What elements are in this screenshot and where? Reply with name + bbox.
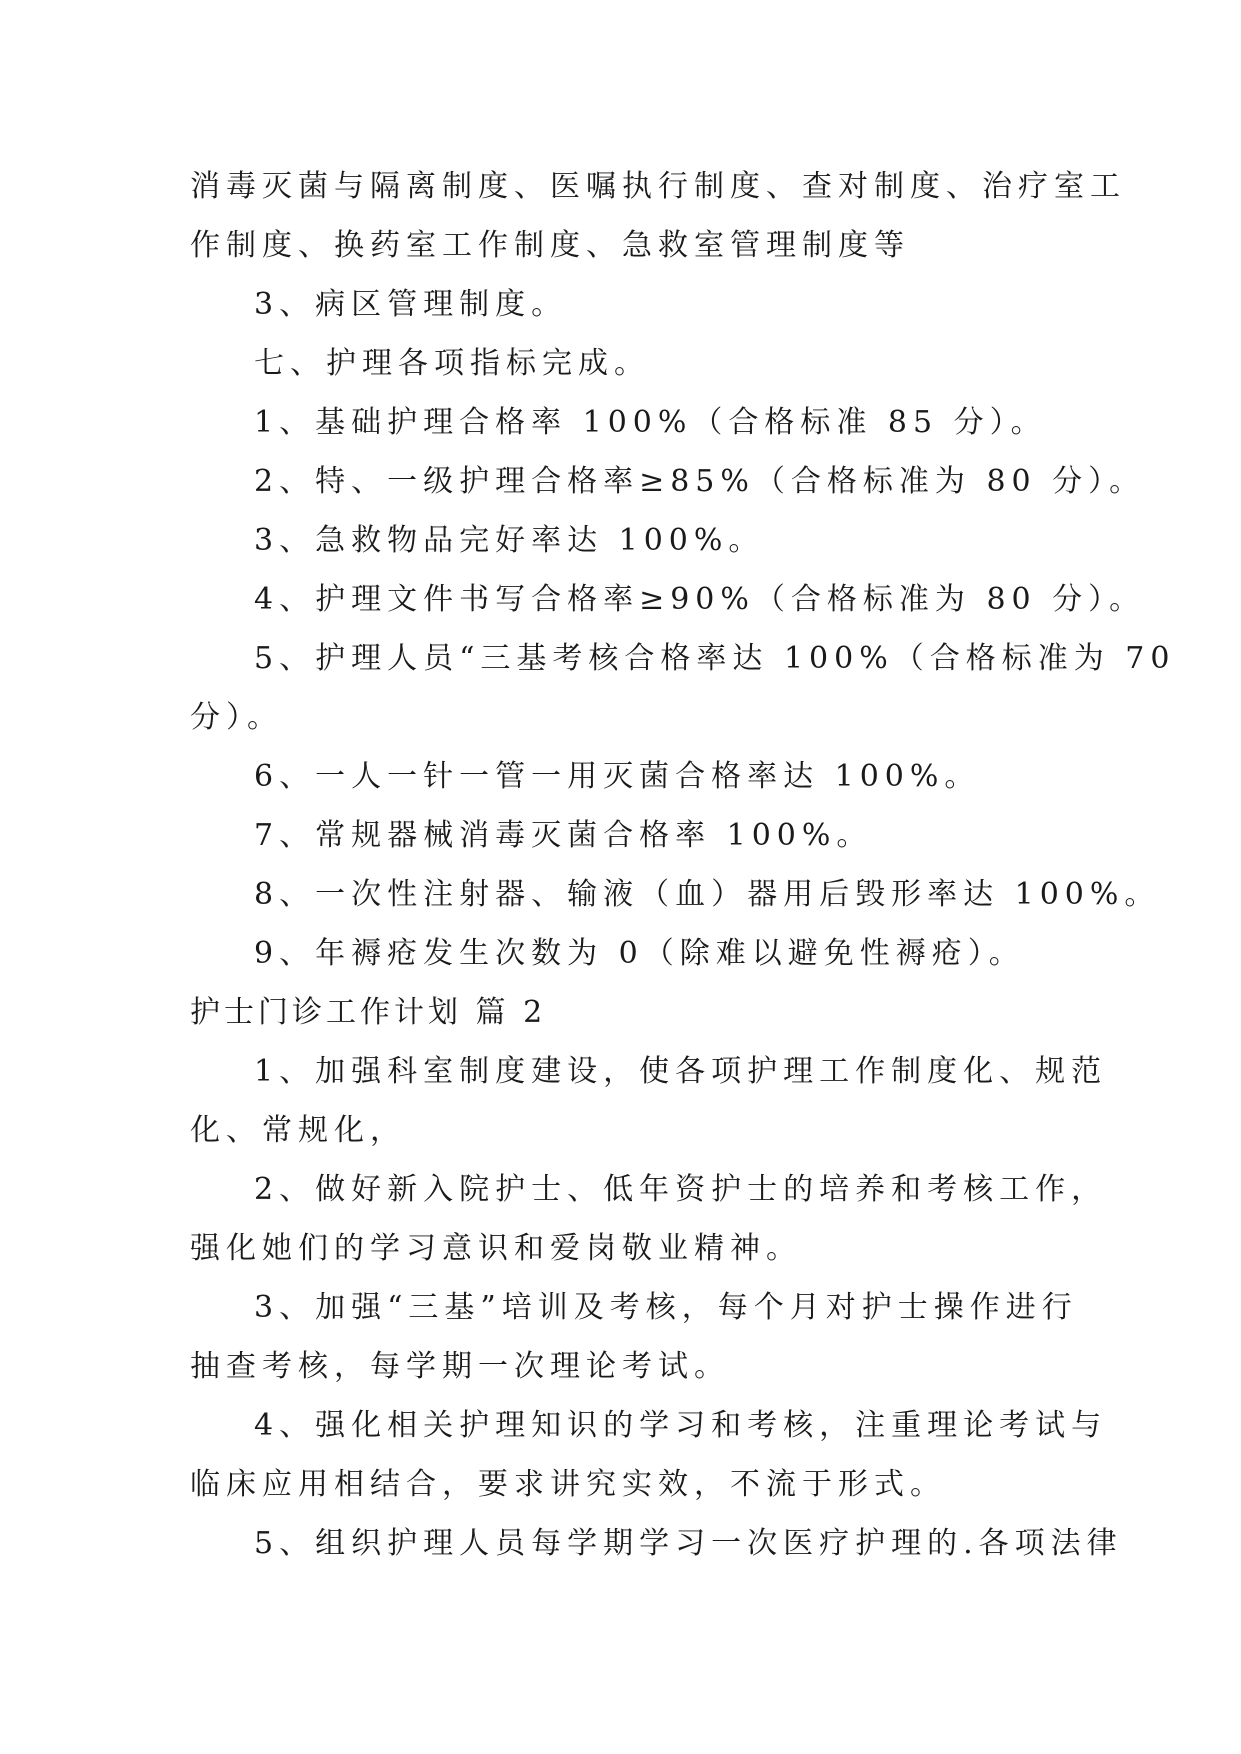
list-item: 4、强化相关护理知识的学习和考核，注重理论考试与 <box>254 1408 1108 1443</box>
list-item: 3、加强“三基”培训及考核，每个月对护士操作进行 <box>254 1290 1078 1325</box>
text-line: 强化她们的学习意识和爱岗敬业精神。 <box>190 1231 802 1266</box>
list-item: 8、一次性注射器、输液（血）器用后毁形率达 100%。 <box>254 877 1161 912</box>
list-item: 9、年褥疮发生次数为 0（除难以避免性褥疮）。 <box>254 936 1025 971</box>
list-item: 1、基础护理合格率 100%（合格标准 85 分）。 <box>254 405 1047 440</box>
text-line: 消毒灭菌与隔离制度、医嘱执行制度、查对制度、治疗室工 <box>190 169 1126 204</box>
list-item: 3、急救物品完好率达 100%。 <box>254 523 765 558</box>
list-item: 6、一人一针一管一用灭菌合格率达 100%。 <box>254 759 981 794</box>
list-item: 7、常规器械消毒灭菌合格率 100%。 <box>254 818 873 853</box>
list-item: 5、护理人员“三基考核合格率达 100%（合格标准为 70 <box>254 641 1176 676</box>
text-line: 作制度、换药室工作制度、急救室管理制度等 <box>190 228 910 263</box>
text-line: 抽查考核，每学期一次理论考试。 <box>190 1349 730 1384</box>
text-line: 分）。 <box>190 700 283 735</box>
list-item: 4、护理文件书写合格率≥90%（合格标准为 80 分）。 <box>254 582 1146 617</box>
section-heading: 七、护理各项指标完成。 <box>254 346 650 381</box>
list-item: 2、特、一级护理合格率≥85%（合格标准为 80 分）。 <box>254 464 1146 499</box>
list-item: 5、组织护理人员每学期学习一次医疗护理的.各项法律 <box>254 1526 1123 1561</box>
text-line: 临床应用相结合，要求讲究实效，不流于形式。 <box>190 1467 946 1502</box>
article-title: 护士门诊工作计划 篇 2 <box>190 995 547 1030</box>
text-line: 化、常规化， <box>190 1113 406 1148</box>
list-item: 2、做好新入院护士、低年资护士的培养和考核工作， <box>254 1172 1108 1207</box>
list-item: 3、病区管理制度。 <box>254 287 568 322</box>
list-item: 1、加强科室制度建设，使各项护理工作制度化、规范 <box>254 1054 1108 1089</box>
document-body <box>190 157 1176 1573</box>
